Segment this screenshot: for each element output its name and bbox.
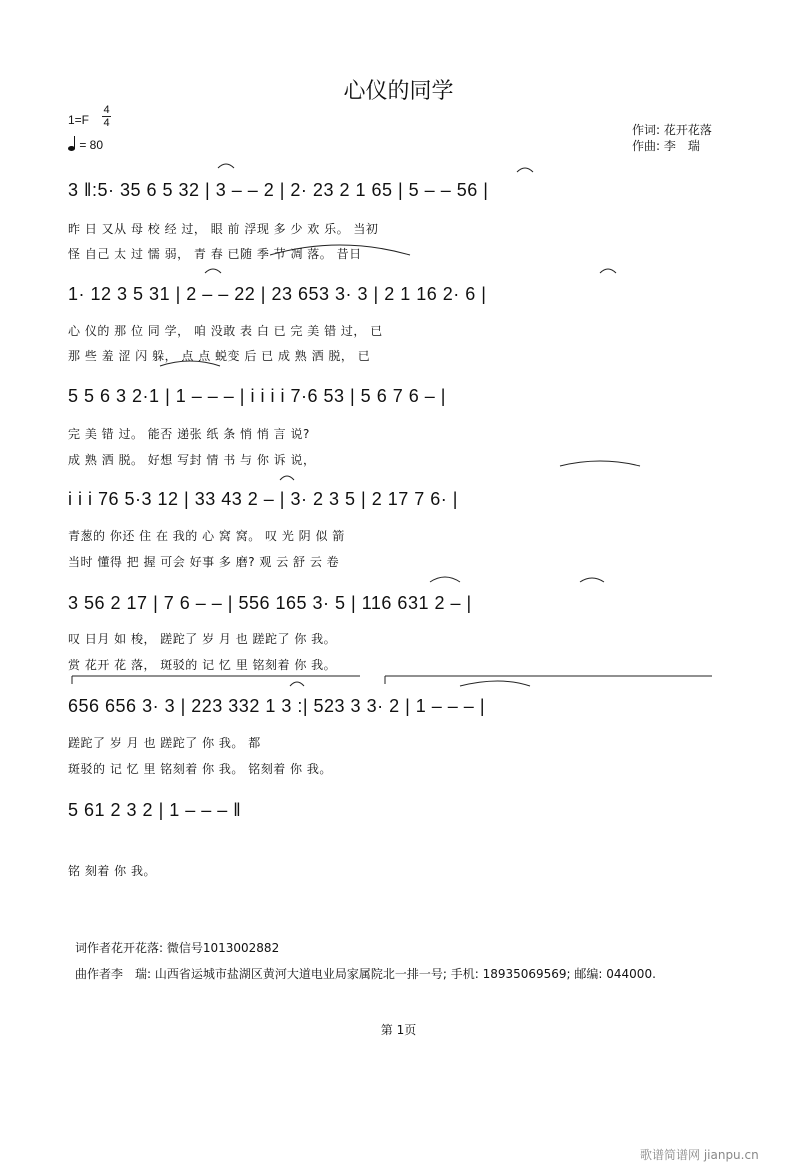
time-signature-top: 4 — [103, 104, 110, 116]
notation-line: 656 656 3· 3 | 223 332 1 3 :| 523 3 3· 2 | 1 – – – | — [68, 696, 485, 716]
slur-mark — [560, 461, 640, 466]
slur-mark — [205, 269, 221, 273]
lyric-line: 蹉跎了 岁 月 也 蹉跎了 你 我。 都 — [68, 736, 261, 750]
footer-lyricist: 词作者花开花落: 微信号1013002882 — [75, 941, 280, 955]
volta-bracket — [72, 676, 360, 684]
slur-mark — [270, 245, 410, 255]
notation-line: 5 5 6 3 2·1 | 1 – – – | i i i i 7·6 53 | 5 6 7 6 – | — [68, 386, 446, 406]
watermark: 歌谱简谱网 jianpu.cn — [640, 1148, 759, 1162]
composer-credit: 作曲: 李 瑞 — [632, 139, 700, 153]
lyric-line: 赏 花开 花 落， 斑驳的 记 忆 里 铭刻着 你 我。 — [68, 658, 337, 672]
lyric-line: 叹 日月 如 梭， 蹉跎了 岁 月 也 蹉跎了 你 我。 — [68, 632, 337, 646]
slur-mark — [580, 578, 604, 582]
slur-mark — [460, 681, 530, 686]
lyric-line: 那 些 羞 涩 闪 躲， 点 点 蜕变 后 已 成 熟 洒 脱， 已 — [68, 349, 371, 363]
slur-mark — [280, 476, 294, 480]
lyric-line: 铭 刻着 你 我。 — [68, 864, 156, 878]
lyric-line: 成 熟 洒 脱。 好想 写封 情 书 与 你 诉 说， — [68, 453, 316, 467]
slur-mark — [160, 361, 220, 366]
notation-line: i i i 76 5·3 12 | 33 43 2 – | 3· 2 3 5 | 2 17 7 6· | — [68, 489, 458, 509]
slur-mark — [218, 164, 234, 168]
lyric-line: 昨 日 又从 母 校 经 过， 眼 前 浮现 多 少 欢 乐。 当初 — [68, 222, 379, 236]
lyric-line: 当时 懂得 把 握 可会 好事 多 磨? 观 云 舒 云 卷 — [68, 555, 340, 569]
lyric-line: 怪 自己 太 过 懦 弱， 青 春 已随 季 节 凋 落。 昔日 — [68, 247, 362, 261]
lyric-line: 心 仪的 那 位 同 学， 咱 没敢 表 白 已 完 美 错 过， 已 — [68, 324, 383, 338]
notation-line: 3 56 2 17 | 7 6 – – | 556 165 3· 5 | 116 631 2 – | — [68, 593, 472, 613]
time-signature-bottom: 4 — [103, 117, 110, 129]
notation-line: 3 ‖:5· 35 6 5 32 | 3 – – 2 | 2· 23 2 1 65 | 5 – – 56 | — [68, 180, 489, 200]
slur-mark — [290, 682, 304, 686]
tempo-value: = 80 — [79, 138, 104, 152]
lyric-line: 青葱的 你还 住 在 我的 心 窝 窝。 叹 光 阴 似 箭 — [68, 529, 345, 543]
slur-mark — [430, 577, 460, 582]
volta-bracket — [385, 676, 712, 684]
lyric-line: 斑驳的 记 忆 里 铭刻着 你 我。 铭刻着 你 我。 — [68, 762, 332, 776]
key-signature: 1=F — [68, 113, 90, 127]
notation-line: 1· 12 3 5 31 | 2 – – 22 | 23 653 3· 3 | 2 1 16 2· 6 | — [68, 284, 487, 304]
slur-mark — [517, 168, 533, 172]
notation-line: 5 61 2 3 2 | 1 – – – ‖ — [68, 800, 242, 820]
page-number: 第 1页 — [380, 1023, 417, 1037]
page-title: 心仪的同学 — [343, 79, 454, 104]
lyricist-credit: 作词: 花开花落 — [632, 123, 712, 137]
footer-composer: 曲作者李 瑞: 山西省运城市盐湖区黄河大道电业局家属院北一排一号; 手机: 18935069569; 邮编: 044000. — [75, 967, 656, 981]
slur-mark — [600, 269, 616, 273]
lyric-line: 完 美 错 过。 能否 递张 纸 条 悄 悄 言 说? — [68, 427, 310, 441]
